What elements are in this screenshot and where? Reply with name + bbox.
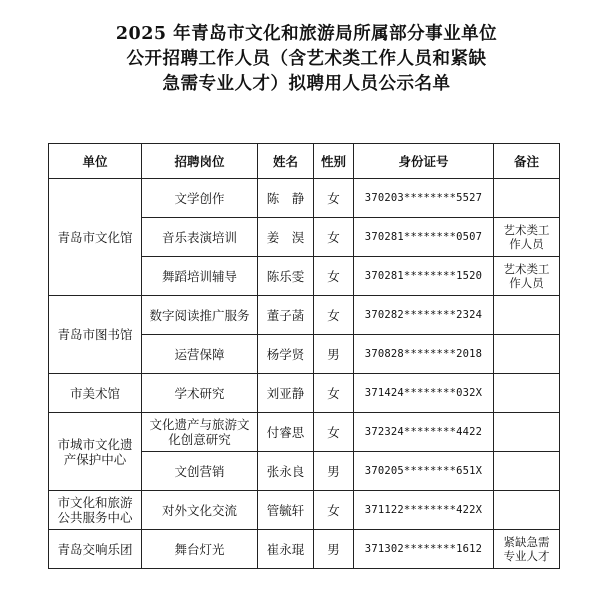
name-cell: 杨学贤 [258,335,314,374]
name-cell: 管毓轩 [258,491,314,530]
note-cell [494,491,560,530]
gender-cell: 女 [314,257,354,296]
gender-cell: 女 [314,296,354,335]
table-row [49,296,560,335]
id-cell: 370281********0507 [354,218,494,257]
header-id: 身份证号 [354,144,494,179]
post-cell: 运营保障 [142,335,258,374]
name-cell: 陈乐雯 [258,257,314,296]
post-cell: 舞蹈培训辅导 [142,257,258,296]
table-row [49,374,560,413]
gender-cell: 女 [314,413,354,452]
note-cell [494,296,560,335]
id-cell: 371424********032X [354,374,494,413]
unit-cell: 青岛市图书馆 [49,296,142,374]
note-cell [494,452,560,491]
gender-cell: 女 [314,374,354,413]
name-cell: 姜 淏 [258,218,314,257]
post-cell: 文创营销 [142,452,258,491]
note-cell [494,413,560,452]
unit-cell: 市文化和旅游公共服务中心 [49,491,142,530]
id-cell: 371122********422X [354,491,494,530]
title-line-3: 急需专业人才）拟聘用人员公示名单 [162,74,451,94]
note-cell [494,179,560,218]
table-row [49,413,560,452]
name-cell: 付睿思 [258,413,314,452]
unit-cell: 青岛市文化馆 [49,179,142,296]
table-header-row [49,144,560,179]
unit-cell: 青岛交响乐团 [49,530,142,569]
gender-cell: 男 [314,452,354,491]
header-gender: 性别 [314,144,354,179]
post-cell: 文学创作 [142,179,258,218]
gender-cell: 女 [314,491,354,530]
id-cell: 371302********1612 [354,530,494,569]
unit-cell: 市美术馆 [49,374,142,413]
name-cell: 董子菡 [258,296,314,335]
post-cell: 舞台灯光 [142,530,258,569]
header-note: 备注 [494,144,560,179]
page-title [0,22,613,97]
id-cell: 370281********1520 [354,257,494,296]
gender-cell: 男 [314,335,354,374]
unit-cell: 市城市文化遗产保护中心 [49,413,142,491]
id-cell: 370282********2324 [354,296,494,335]
note-cell: 艺术类工作人员 [494,218,560,257]
table-row [49,491,560,530]
id-cell: 372324********4422 [354,413,494,452]
header-name: 姓名 [258,144,314,179]
post-cell: 学术研究 [142,374,258,413]
gender-cell: 女 [314,179,354,218]
name-cell: 陈 静 [258,179,314,218]
title-line-2: 公开招聘工作人员（含艺术类工作人员和紧缺 [126,49,487,69]
note-cell [494,374,560,413]
post-cell: 文化遗产与旅游文化创意研究 [142,413,258,452]
note-cell: 艺术类工作人员 [494,257,560,296]
title-line-1: 2025 年青岛市文化和旅游局所属部分事业单位 [115,24,498,44]
name-cell: 张永良 [258,452,314,491]
id-cell: 370828********2018 [354,335,494,374]
header-unit: 单位 [49,144,142,179]
post-cell: 数字阅读推广服务 [142,296,258,335]
post-cell: 音乐表演培训 [142,218,258,257]
name-cell: 刘亚静 [258,374,314,413]
note-cell [494,335,560,374]
candidate-table [48,143,560,569]
gender-cell: 女 [314,218,354,257]
post-cell: 对外文化交流 [142,491,258,530]
name-cell: 崔永琨 [258,530,314,569]
table-row [49,530,560,569]
table-row [49,179,560,218]
note-cell: 紧缺急需专业人才 [494,530,560,569]
header-post: 招聘岗位 [142,144,258,179]
gender-cell: 男 [314,530,354,569]
id-cell: 370205********651X [354,452,494,491]
id-cell: 370203********5527 [354,179,494,218]
